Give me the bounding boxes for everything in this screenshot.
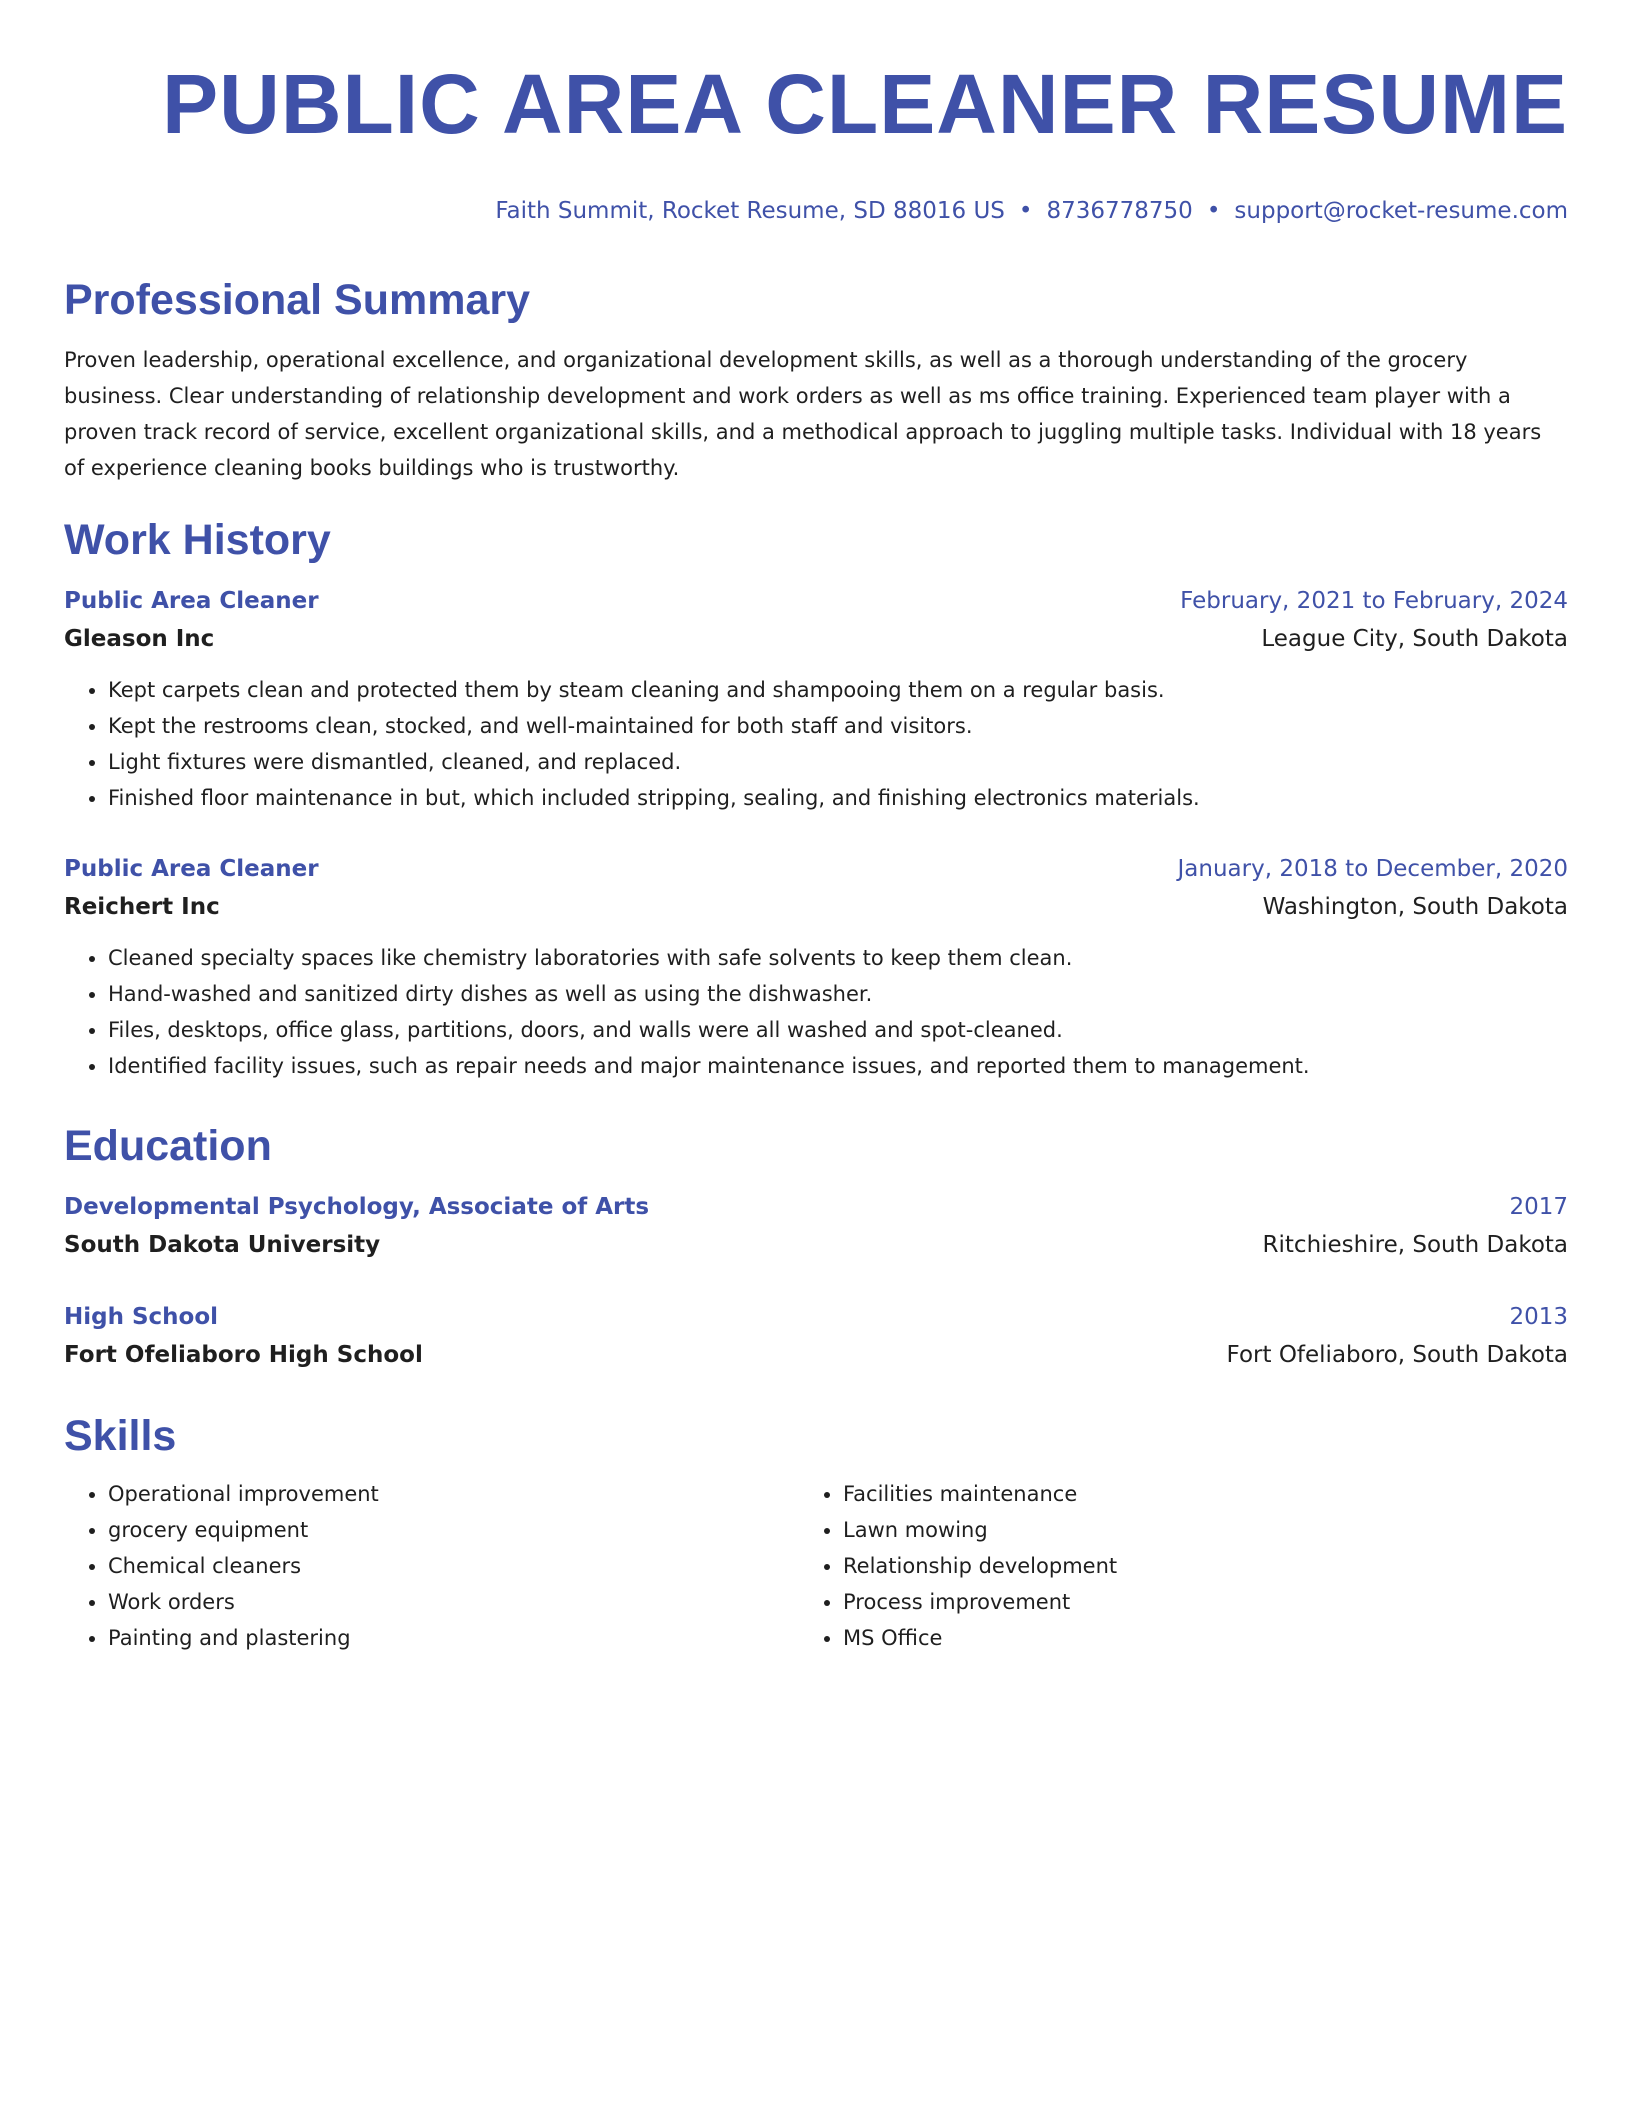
- job-entry: [64, 850, 1568, 1084]
- work-history-heading: Work History: [64, 516, 331, 564]
- job-duty: • Kept carpets clean and protected them by steam cleaning and shampooing them on a regular basis.: [108, 672, 1568, 708]
- skill-item: • Lawn mowing: [843, 1512, 1534, 1548]
- skills-list: [64, 1476, 1568, 1656]
- education-degree: High School: [64, 1304, 219, 1330]
- job-duties: [64, 940, 1568, 1084]
- contact-email: support@rocket-resume.com: [1234, 198, 1568, 224]
- education-location: Fort Ofeliaboro, South Dakota: [1226, 1342, 1568, 1368]
- job-duty: • Identified facility issues, such as repair needs and major maintenance issues, and reported them to management.: [108, 1048, 1568, 1084]
- contact-separator: •: [1018, 198, 1033, 224]
- job-company: Gleason Inc: [64, 626, 215, 652]
- education-school: South Dakota University: [64, 1232, 381, 1258]
- job-duty: • Finished floor maintenance in but, which included stripping, sealing, and finishing electronics materials.: [108, 780, 1568, 816]
- job-duties: [64, 672, 1568, 816]
- job-dates: February, 2021 to February, 2024: [1180, 588, 1568, 614]
- education-entry: [64, 1188, 1568, 1264]
- skills-heading: Skills: [64, 1412, 177, 1460]
- skill-item: • MS Office: [843, 1620, 1534, 1656]
- contact-line: [64, 196, 1568, 226]
- education-year: 2017: [1509, 1194, 1568, 1220]
- job-role: Public Area Cleaner: [64, 588, 319, 614]
- job-dates: January, 2018 to December, 2020: [1177, 856, 1568, 882]
- skill-item: • Painting and plastering: [108, 1620, 799, 1656]
- education-entry: [64, 1298, 1568, 1374]
- job-location: Washington, South Dakota: [1262, 894, 1568, 920]
- skill-item: • Facilities maintenance: [843, 1476, 1534, 1512]
- job-duty: • Cleaned specialty spaces like chemistry laboratories with safe solvents to keep them clean.: [108, 940, 1568, 976]
- job-duty: • Kept the restrooms clean, stocked, and well-maintained for both staff and visitors.: [108, 708, 1568, 744]
- skill-item: • Operational improvement: [108, 1476, 799, 1512]
- job-location: League City, South Dakota: [1261, 626, 1568, 652]
- job-duty: • Files, desktops, office glass, partitions, doors, and walls were all washed and spot-cleaned.: [108, 1012, 1568, 1048]
- summary-text: Proven leadership, operational excellence, and organizational development skills, as well as a thorough understanding of the grocery business. Clear understanding of relationship development and work orders as well as ms office training. Experienced team player with a proven track record of service, excellent organizational skills, and a methodical approach to juggling multiple tasks. Individual with 18 years of experience cleaning books buildings who is trustworthy.: [64, 348, 1542, 480]
- skill-item: • grocery equipment: [108, 1512, 799, 1548]
- job-duty: • Hand-washed and sanitized dirty dishes as well as using the dishwasher.: [108, 976, 1568, 1012]
- skill-item: • Work orders: [108, 1584, 799, 1620]
- education-heading: Education: [64, 1122, 272, 1170]
- contact-separator: •: [1206, 198, 1221, 224]
- contact-phone: 8736778750: [1046, 198, 1193, 224]
- skills-column-left: [64, 1476, 799, 1656]
- education-year: 2013: [1509, 1304, 1568, 1330]
- education-degree: Developmental Psychology, Associate of Arts: [64, 1194, 650, 1220]
- resume-title: PUBLIC AREA CLEANER RESUME: [162, 57, 1568, 151]
- skill-item: • Chemical cleaners: [108, 1548, 799, 1584]
- job-entry: [64, 582, 1568, 816]
- job-company: Reichert Inc: [64, 894, 220, 920]
- skill-item: • Process improvement: [843, 1584, 1534, 1620]
- education-school: Fort Ofeliaboro High School: [64, 1342, 423, 1368]
- education-location: Ritchieshire, South Dakota: [1262, 1232, 1568, 1258]
- contact-address: Faith Summit, Rocket Resume, SD 88016 US: [495, 198, 1005, 224]
- skills-column-right: [799, 1476, 1534, 1656]
- summary-heading: Professional Summary: [64, 276, 531, 324]
- skill-item: • Relationship development: [843, 1548, 1534, 1584]
- job-duty: • Light fixtures were dismantled, cleaned, and replaced.: [108, 744, 1568, 780]
- job-role: Public Area Cleaner: [64, 856, 319, 882]
